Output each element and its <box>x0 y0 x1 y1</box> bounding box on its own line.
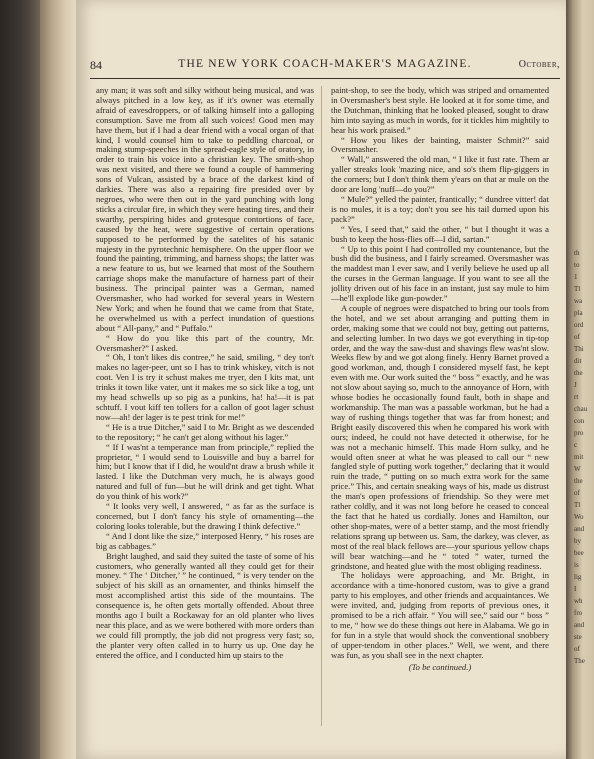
issue-month: October, <box>518 59 560 70</box>
adjacent-page-fragment: W <box>574 465 581 473</box>
adjacent-page-fragment: bee <box>574 549 584 557</box>
paragraph: “ It looks very well, I answered, “ as far as the surface is concerned, but I don't fancy his style of ornamenting—the coloring looks tolerable, but the drawing I think defective.” <box>96 501 314 531</box>
paragraph: “ Wall,” answered the old man, “ I like it fust rate. Them ar yaller streaks look 'mazing nice, and so's them flip-giggers in the corners; but I don't think them y'ears on that ar mule on the door are long 'nuff—do you?” <box>331 154 549 195</box>
adjacent-page-fragment: Tl <box>574 501 581 509</box>
adjacent-page-fragment: is <box>574 561 579 569</box>
magazine-title: THE NEW YORK COACH-MAKER'S MAGAZINE. <box>178 58 472 70</box>
adjacent-page-fragment: ste <box>574 633 582 641</box>
adjacent-page-fragment: dit <box>574 357 582 365</box>
adjacent-page-fragment: pro <box>574 429 584 437</box>
adjacent-page-fragment: Tl <box>574 285 581 293</box>
adjacent-page-fragment: of <box>574 645 580 653</box>
adjacent-page-fragment: The <box>574 657 585 665</box>
page-number: 84 <box>90 58 102 72</box>
adjacent-page-fragment: ord <box>574 321 584 329</box>
adjacent-page-fragment: chau <box>574 405 588 413</box>
adjacent-page-fragment: by <box>574 537 581 545</box>
adjacent-page-fragment: wa <box>574 297 583 305</box>
book-binding <box>0 0 40 759</box>
adjacent-page-fragment: mit <box>574 453 584 461</box>
adjacent-page-fragment: the <box>574 477 583 485</box>
paragraph: “ How do you like this part of the country, Mr. Oversmasher?” I asked. <box>96 332 314 353</box>
adjacent-page-fragment: of <box>574 489 580 497</box>
paragraph: any man; it was soft and silky without being musical, and was always pitched in a low key, as if it's owner was eternally afraid of eavesdroppers, or of talking himself into a galloping consumption. Save me from all such voices! Good men may have them, but if I had a dear friend with a vocal organ of that kind, I would counsel him to take to peddling charcoal, or making stump-speeches in the spread-eagle style of oratory, in order to train his voice into a christian key. The smith-shop was next visited, and there we found a couple of hammering sons of Vulcan, assisted by a brace of the darkest kind of darkies. There was also a repairing fire presided over by negroes, who were then out in the yard punching with long sticks a circular fire, in which they were heating tires, and their swarthy, perspiring hides and grotesque contortions of face, caused by the heat, were suggestive of certain operations supposed to be performed by the satelites of his satanic majesty in the pyrotechnic hemisphere. On the upper floor we found the painting, trimming, and harness shops; the latter was a new feature to us, but we learned that most of the Southern carriage shops make the manufacture of harness part of their business. The principal painter was a German, named Oversmasher, who had worked for several years in Western New York; and when he found that we came from that State, he overwhelmed us with a perfect inundation of questions about “ All-pany,” and “ Puffalo.” <box>96 86 314 333</box>
left-column <box>96 86 314 726</box>
adjacent-page-fragment: J <box>574 381 577 389</box>
paragraph: A couple of negroes were dispatched to bring our tools from the hotel, and we set about arranging and putting them in order, making some that we could not buy, getting out patterns, and selecting lumber. In two days we got everything in tip-top order, and the way the saw-dust and shavings flew was'nt slow. Weeks flew by and we got along finely. Henry Barnet proved a good workman, and, though I considered myself fast, he kept even with me. Our work suited the “ boss ” exactly, and he was not slow about saying so, much to the annoyance of Horn, with whose bodies he occasionally found fault, both in shape and workmanship. The man was a passable workman, but he had a way of rushing things together that was far from honest; and Bright easily discovered this when he compared his work with ours; indeed, he could not have detected it otherwise, for he was not a mechanic himself. This made Horn sulky, and he would often sneer at what he was pleased to call our “ new fangled style of putting work together,” declaring that it would ruin the trade, “ putting on so much extra work for the same price.” This, and certain sneaking ways of his, made us distrust the man's open professions of friendship. So they were met rather coldly, and it was not long before he ceased to conceal the fact that he hated us cordially. Jones and Hamilton, our other shop-mates, were of a better stamp, and the most friendly relations sprang up between us. Sam, the darkey, was clever, as most of the real black fellows are—your spurious yellow chaps will bear watching—and he “ toted ” water, turned the grindstone, and heated glue with the most obliging readiness. <box>331 302 549 571</box>
adjacent-page-fragment: Thi <box>574 345 584 353</box>
column-divider <box>321 86 322 726</box>
paragraph: “ How you likes der bainting, maister Schmit?” said Oversmasher. <box>331 134 549 155</box>
paragraph: “ If I was'nt a temperance man from principle,” replied the proprietor, “ I would send to Louisville and buy a barrel for him; but I know that if I did, he would'nt draw a brush while it lasted. I like the Dutchman very much, he is always good natured and full of fun—but he will drink and get tight. What do you think of his work?” <box>96 441 314 502</box>
right-column <box>331 86 549 726</box>
adjacent-page-fragment: rt <box>574 393 579 401</box>
adjacent-page-fragment: the <box>574 369 583 377</box>
adjacent-page-fragment: I <box>574 585 577 593</box>
adjacent-page-fragment: th <box>574 249 580 257</box>
adjacent-page-fragment: c <box>574 441 578 449</box>
adjacent-page-fragment: and <box>574 525 585 533</box>
paragraph: “ Up to this point I had controlled my countenance, but the bush did the business, and I fairly screamed. Oversmasher was the maddest man I ever saw, and I verily believe he used up all the curses in the German language. If you want to see all the jollity driven out of his face in an instant, just say mule to him—he'll explode like gun-powder.” <box>331 243 549 304</box>
paragraph: “ Mule?” yelled the painter, frantically; “ dundree vitter! dat is no mules, it is a toy; don't you see his tail durned upon his pack?” <box>331 193 549 224</box>
adjacent-page-fragment: wh <box>574 597 583 605</box>
magazine-page <box>76 0 566 759</box>
adjacent-page-edge <box>566 0 594 759</box>
adjacent-page-fragment: lig <box>574 573 582 581</box>
adjacent-page-fragment: 1 <box>574 273 578 281</box>
adjacent-page-fragment: of <box>574 333 580 341</box>
running-header <box>90 58 560 74</box>
paragraph: “ He is a true Ditcher,” said I to Mr. Bright as we descended to the repository; “ he can't get along without his lager.” <box>96 421 314 442</box>
continued-note: (To be continued.) <box>408 661 472 672</box>
paragraph: Bright laughed, and said they suited the taste of some of his customers, who generally wanted all they could get for their money. “ The ‘ Ditcher,’ ” he continued, “ is very tender on the subject of his skill as an ornamenter, and thinks himself the most accomplished artist this side of the mountains. The consequence is, he often gets mortally offended. About three months ago I built a Rockaway for an old planter who lives near this place, and as we were bothered with more orders than we could fill promptly, the job did not progress very fast; so, the planter very often called in to hurry us up. One day he entered the office, and I conducted him up stairs to the <box>96 550 314 660</box>
adjacent-page-fragment: con <box>574 417 585 425</box>
paragraph: “ And I dont like the size,” interposed Henry, “ his roses are big as cabbages.” <box>96 530 314 551</box>
paragraph: “ Oh, I ton't likes dis contree,” he said, smiling, “ dey ton't makes no lager-peer, unt so I has to trink whiskey, vitch is not coot. Ven I is try it schust makes me tryer, den I kits mat, unt trinks it town like vater, unt it makes me so sick like a tog, unt my head schwells up so pig as a punkins, ha! ha!—it is pat schtuff. I vout kiff ten tollers for a callon of goot lager schust now—ah! der lager is te pest trink for me!” <box>96 352 314 422</box>
paragraph: The holidays were approaching, and Mr. Bright, in accordance with a time-honored custom, was to give a grand party to his employes, and other friends and acquaintances. We were invited, and, judging from reports of previous ones, it promised to be a rich affair. “ You will see,” said our “ boss ” to me, “ how we do these things out here in Alabama. We go in for fun in a style that would shock the conventional snobbery of upper-tendom in other places.” Well, we went, and there was fun, as you shall see in the next chapter. <box>331 570 549 660</box>
adjacent-page-fragment: and <box>574 621 585 629</box>
page-gutter <box>40 0 76 759</box>
header-rule <box>90 78 560 79</box>
adjacent-page-fragment: fro <box>574 609 583 617</box>
paragraph: paint-shop, to see the body, which was striped and ornamented in Oversmasher's best style. He looked at it for some time, and the Dutchman, thinking that he looked pleased, sought to draw him into saying as much in words, for it tickles him mightily to hear his work praised.” <box>331 86 549 135</box>
adjacent-page-fragment: to <box>574 261 580 269</box>
adjacent-page-fragment: Wo <box>574 513 584 521</box>
paragraph: “ Yes, I seed that,” said the other, “ but I thought it was a bush to keep the hoss-flies off—I did, sartan.” <box>331 223 549 244</box>
adjacent-page-fragment: pla <box>574 309 583 317</box>
